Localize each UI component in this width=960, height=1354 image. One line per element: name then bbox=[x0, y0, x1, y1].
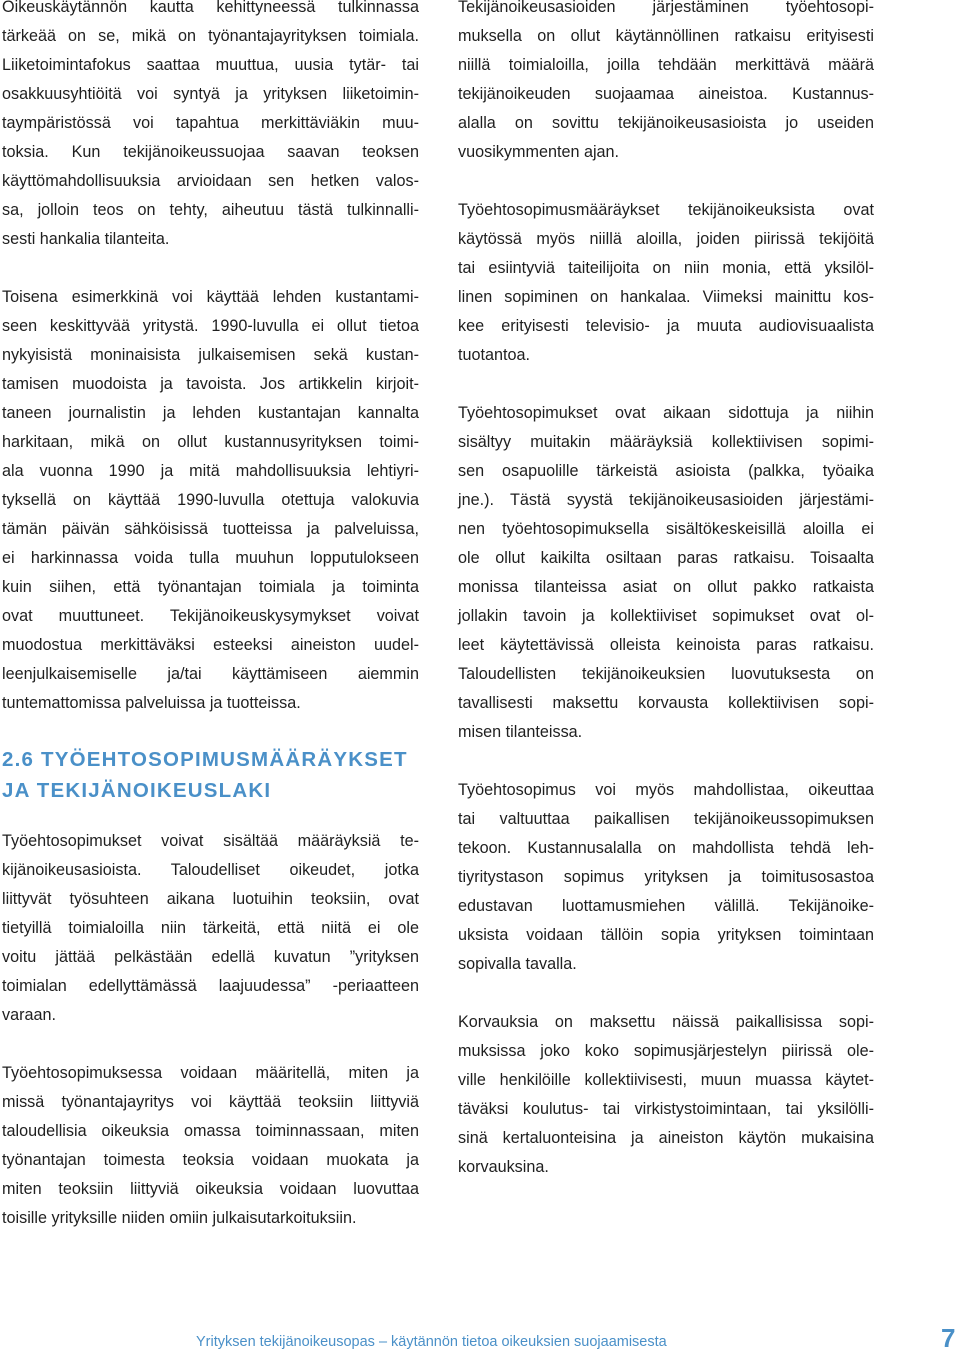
text-line: monissa tilanteissa asiat on ollut pakko ratkaista bbox=[458, 578, 874, 596]
text-line: täväksi koulutus- tai virkistystoimintaan, tai yksilölli- bbox=[458, 1100, 874, 1118]
text-line: toksia. Kun tekijänoikeussuojaa saavan teoksen bbox=[2, 143, 419, 161]
text-line: leet käytettävissä olleista keinoista paras ratkaisu. bbox=[458, 636, 874, 654]
text-line: tuntemattomissa palveluissa ja tuotteissa. bbox=[2, 694, 301, 712]
paragraph-gap bbox=[458, 747, 874, 776]
text-line: Oikeuskäytännön kautta kehittyneessä tulkinnassa bbox=[2, 0, 419, 16]
text-line: tai valtuuttaa paikallisen tekijänoikeussopimuksen bbox=[458, 810, 874, 828]
text-line: sen osapuolille tärkeistä asioista (palkka, työaika bbox=[458, 462, 874, 480]
text-line: ole ollut kaikilta osiltaan paras ratkaisu. Toisaalta bbox=[458, 549, 874, 567]
text-line: osakkuusyhtiöitä voi syntyä ja yrityksen liiketoimin- bbox=[2, 85, 419, 103]
text-line: muodostua merkittäväksi esteeksi aineiston uudel- bbox=[2, 636, 419, 654]
text-line: niillä toimialoilla, joilla tehdään merkittävä määrä bbox=[458, 56, 874, 74]
text-line: ovat muuttuneet. Tekijänoikeuskysymykset voivat bbox=[2, 607, 419, 625]
text-line: voitu jättää pelkästään edellä kuvatun ”yrityksen bbox=[2, 948, 419, 966]
text-line: sesti hankalia tilanteita. bbox=[2, 230, 170, 248]
text-line: Liiketoimintafokus saattaa muuttua, uusia tytär- tai bbox=[2, 56, 419, 74]
text-line: työnantajan toimesta teoksia voidaan muokata ja bbox=[2, 1151, 419, 1169]
text-line: taneen journalistin ja lehden kustantajan kannalta bbox=[2, 404, 419, 422]
text-line: tavallisesti maksettu korvausta kollektiivisen sopi- bbox=[458, 694, 874, 712]
text-line: nen työehtosopimuksella sisältökeskeisillä aloilla ei bbox=[458, 520, 874, 538]
page-footer bbox=[0, 1323, 960, 1354]
text-line: Työehtosopimuksessa voidaan määritellä, miten ja bbox=[2, 1064, 419, 1082]
text-line: taympäristössä voi tapahtua merkittäviäkin muu- bbox=[2, 114, 419, 132]
text-line: tietyillä toimialoilla niin tärkeitä, että niitä ei ole bbox=[2, 919, 419, 937]
text-line: taloudellisia oikeuksia omassa toiminnassaan, miten bbox=[2, 1122, 419, 1140]
text-line: tekoon. Kustannusalalla on mahdollista tehdä leh- bbox=[458, 839, 874, 857]
text-line: jollakin tavoin ja kollektiiviset sopimukset ovat ol- bbox=[458, 607, 874, 625]
paragraph-gap bbox=[458, 979, 874, 1008]
left-column-bottom bbox=[2, 827, 419, 1233]
paragraph-gap bbox=[458, 370, 874, 399]
text-line: muksissa joko koko sopimusjärjestelyn piirissä ole- bbox=[458, 1042, 874, 1060]
text-line: Toisena esimerkkinä voi käyttää lehden kustantami- bbox=[2, 288, 419, 306]
text-line: Työehtosopimusmääräykset tekijänoikeuksista ovat bbox=[458, 201, 874, 219]
text-line: sa, jolloin teos on tehty, aiheutuu tästä tulkinnalli- bbox=[2, 201, 419, 219]
paragraph-gap bbox=[458, 167, 874, 196]
text-line: linen sopiminen on hankalaa. Viimeksi mainittu kos- bbox=[458, 288, 874, 306]
text-line: jne.). Tästä syystä tekijänoikeusasioiden järjestämi- bbox=[458, 491, 874, 509]
text-line: liittyvät työsuhteen aikana luotuihin teoksiin, ovat bbox=[2, 890, 419, 908]
text-line: harkitaan, mikä on ollut kustannusyrityksen toimi- bbox=[2, 433, 419, 451]
text-line: kee erityisesti televisio- ja muuta audiovisuaalista bbox=[458, 317, 874, 335]
text-line: sinä kertaluonteisina ja aineiston käytön mukaisina bbox=[458, 1129, 874, 1147]
text-line: ala vuonna 1990 ja mitä mahdollisuuksia lehtiyri- bbox=[2, 462, 419, 480]
text-line: tai esiintyviä taiteilijoita on niin monia, että yksilöl- bbox=[458, 259, 874, 277]
text-line: tuotantoa. bbox=[458, 346, 531, 364]
text-line: sisältyy muitakin määräyksiä kollektiivisen sopimi- bbox=[458, 433, 874, 451]
text-line: uksista voidaan tällöin sopia yrityksen toimintaan bbox=[458, 926, 874, 944]
text-line: Työehtosopimukset voivat sisältää määräyksiä te- bbox=[2, 832, 419, 850]
text-line: leenjulkaisemiselle ja/tai käyttämiseen aiemmin bbox=[2, 665, 419, 683]
text-line: tekijänoikeuden suojaamaa aineistoa. Kustannus- bbox=[458, 85, 874, 103]
text-line: toimialan edellyttämässä laajuudessa” -periaatteen bbox=[2, 977, 419, 995]
text-line: miten teoksiin liittyviä oikeuksia voidaan luovuttaa bbox=[2, 1180, 419, 1198]
left-column-top bbox=[2, 0, 419, 718]
text-line: vuosikymmenten ajan. bbox=[458, 143, 620, 161]
text-line: ville henkilöille kollektiivisesti, muun muassa käytet- bbox=[458, 1071, 874, 1089]
text-line: ei harkinnassa voida tulla muuhun lopputulokseen bbox=[2, 549, 419, 567]
text-line: Tekijänoikeusasioiden järjestäminen työehtosopi- bbox=[458, 0, 874, 16]
page-number: 7 bbox=[941, 1323, 956, 1353]
text-line: edustavan luottamusmiehen välillä. Tekijänoike- bbox=[458, 897, 874, 915]
text-line: misen tilanteissa. bbox=[458, 723, 583, 741]
text-line: nykyisistä moninaisista julkaisemisen sekä kustan- bbox=[2, 346, 419, 364]
text-line: toisille yrityksille niiden omiin julkaisutarkoituksiin. bbox=[2, 1209, 357, 1227]
text-line: tyksellä on käyttää 1990-luvulla otettuja valokuvia bbox=[2, 491, 419, 509]
paragraph-gap bbox=[2, 254, 419, 283]
text-line: alalla on sovittu tekijänoikeusasioista jo useiden bbox=[458, 114, 874, 132]
text-line: tämän päivän sähköisissä tuotteissa ja palveluissa, bbox=[2, 520, 419, 538]
text-line: käyttömahdollisuuksia arvioidaan sen hetken valos- bbox=[2, 172, 419, 190]
text-line: kuin siihen, että työnantajan toimiala ja toiminta bbox=[2, 578, 419, 596]
text-line: Työehtosopimukset ovat aikaan sidottuja ja niihin bbox=[458, 404, 874, 422]
text-line: muksella on ollut käytännöllinen ratkaisu erityisesti bbox=[458, 27, 874, 45]
text-line: missä työnantajayritys voi käyttää teoksiin liittyviä bbox=[2, 1093, 419, 1111]
text-line: varaan. bbox=[2, 1006, 56, 1024]
text-line: tiyritystason sopimus yrityksen ja toimitusosastoa bbox=[458, 868, 874, 886]
text-line: tamisen muodoista ja tavoista. Jos artikkelin kirjoit- bbox=[2, 375, 419, 393]
section-heading bbox=[2, 744, 432, 806]
section-heading-line-1: 2.6 TYÖEHTOSOPIMUSMÄÄRÄYKSET bbox=[2, 748, 408, 771]
text-line: seen keskittyvää yritystä. 1990-luvulla ei ollut tietoa bbox=[2, 317, 419, 335]
text-line: Työehtosopimus voi myös mahdollistaa, oikeuttaa bbox=[458, 781, 874, 799]
section-heading-line-2: JA TEKIJÄNOIKEUSLAKI bbox=[2, 779, 272, 802]
text-line: Taloudellisten tekijänoikeuksien luovutuksesta on bbox=[458, 665, 874, 683]
text-line: sopivalla tavalla. bbox=[458, 955, 577, 973]
text-line: tärkeää on se, mikä on työnantajayrityksen toimiala. bbox=[2, 27, 419, 45]
text-line: kijänoikeusasioista. Taloudelliset oikeudet, jotka bbox=[2, 861, 419, 879]
footer-title: Yrityksen tekijänoikeusopas – käytännön tietoa oikeuksien suojaamisesta bbox=[196, 1334, 667, 1350]
text-line: korvauksina. bbox=[458, 1158, 549, 1176]
right-column bbox=[458, 0, 874, 1182]
paragraph-gap bbox=[2, 1030, 419, 1059]
text-line: Korvauksia on maksettu näissä paikallisissa sopi- bbox=[458, 1013, 874, 1031]
text-line: käytössä myös niillä aloilla, joiden piirissä tekijöitä bbox=[458, 230, 874, 248]
